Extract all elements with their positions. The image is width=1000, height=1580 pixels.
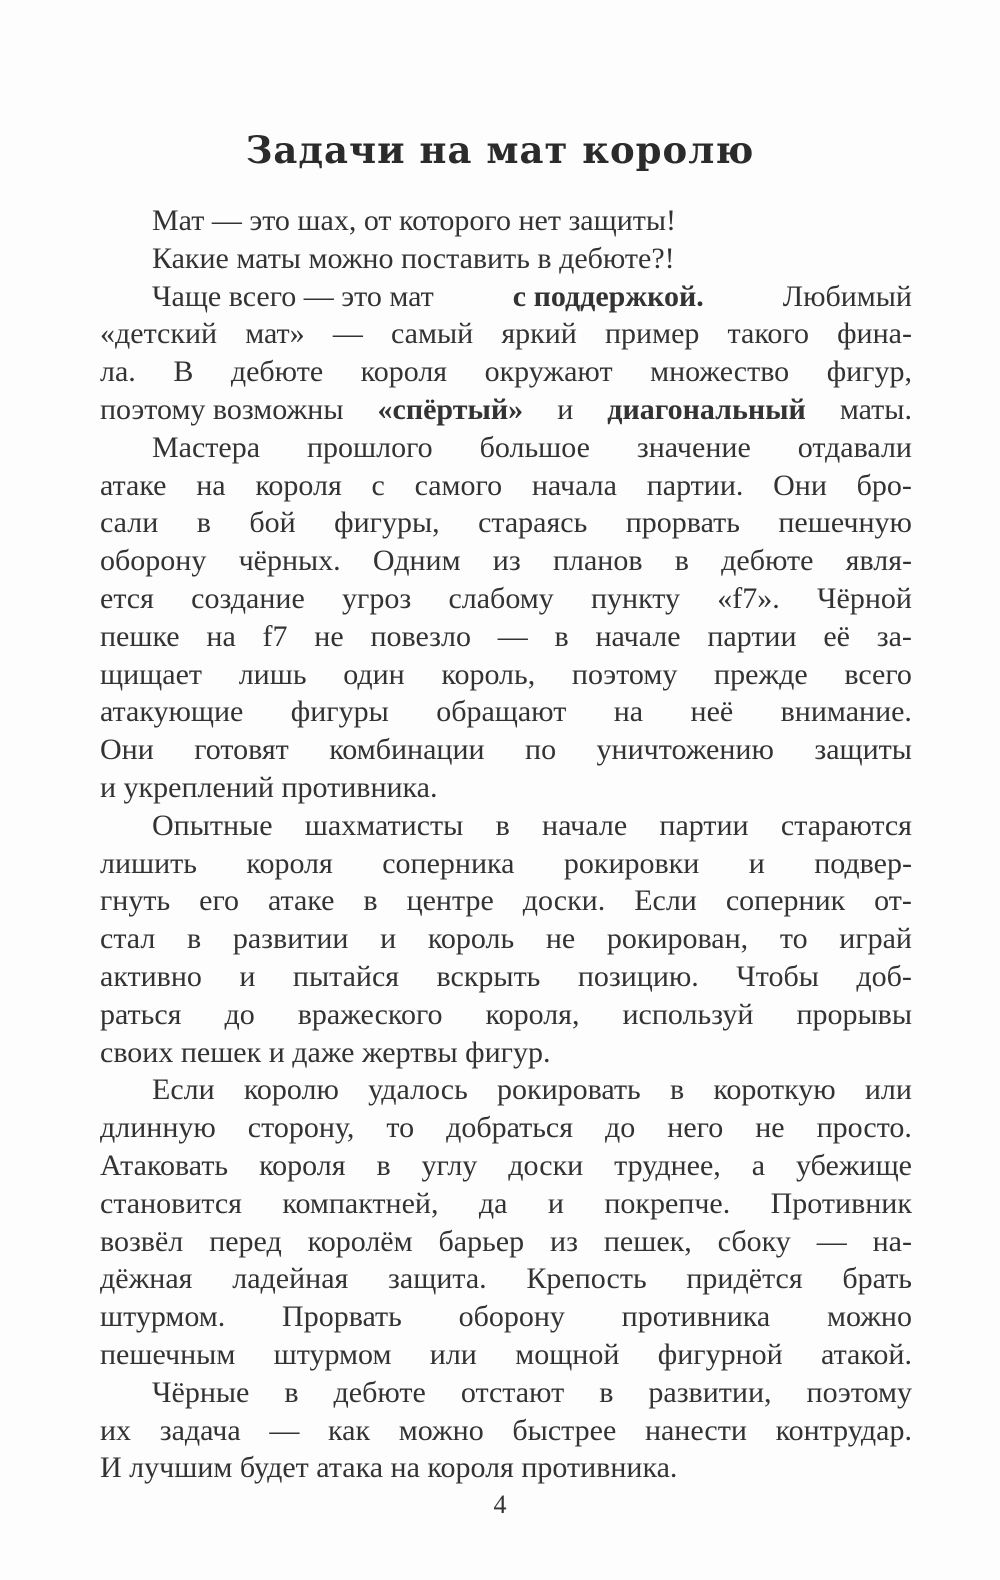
word: не (545, 922, 576, 956)
word: в (599, 1375, 614, 1409)
text-line (100, 996, 912, 1034)
word: атаке (100, 468, 167, 502)
word: ладейная (232, 1262, 349, 1296)
word: короля (246, 846, 333, 880)
text-line (100, 958, 912, 996)
word: мощной (515, 1337, 620, 1371)
word: пешечным (100, 1337, 236, 1371)
word: пример (604, 317, 700, 351)
word: фигуры, (334, 506, 440, 540)
word: в (196, 506, 211, 540)
word: Противник (770, 1186, 912, 1220)
word: фигур, (826, 355, 912, 389)
word: — (497, 619, 528, 653)
word: фина- (837, 317, 912, 351)
word: стараясь (478, 506, 588, 540)
word: короткую (713, 1073, 836, 1107)
word: Чёрные (152, 1375, 250, 1409)
word: обращают (436, 695, 567, 729)
text-line (100, 391, 912, 429)
word: труднее, (614, 1148, 721, 1182)
word: Атаковать (100, 1148, 229, 1182)
word: — (269, 1413, 300, 1447)
text-line (100, 1260, 912, 1298)
word: его (199, 884, 239, 918)
word: в (363, 884, 378, 918)
word: доски (508, 1148, 584, 1182)
word: стал (100, 922, 156, 956)
word: штурмом (273, 1337, 392, 1371)
word: длинную (100, 1111, 216, 1145)
word: партии (659, 808, 749, 842)
word: лишить (100, 846, 197, 880)
word: партии (707, 619, 797, 653)
word: фигуры (290, 695, 389, 729)
word: щищает (100, 657, 202, 691)
word: внимание. (780, 695, 912, 729)
word: поэтому (806, 1375, 912, 1409)
word: удалось (368, 1073, 468, 1107)
word: Если (152, 1073, 215, 1107)
text-line (100, 542, 912, 580)
word: покрепче. (604, 1186, 731, 1220)
body-text (100, 202, 912, 1487)
word: с (371, 468, 385, 502)
word: шахматисты (304, 808, 464, 842)
text-line (100, 1185, 912, 1223)
word: фигурной (657, 1337, 783, 1371)
word: просто. (816, 1111, 912, 1145)
word: самого (414, 468, 503, 502)
word: пешек, (603, 1224, 692, 1258)
word: из (492, 544, 521, 578)
word: на (613, 695, 644, 729)
word: в (495, 808, 510, 842)
word: в (187, 922, 202, 956)
word: развитии, (648, 1375, 772, 1409)
word: угроз (342, 581, 412, 615)
text-line (100, 845, 912, 883)
word: отстают (460, 1375, 565, 1409)
word: прорвать (625, 506, 740, 540)
word: то (779, 922, 808, 956)
word: соперника (382, 846, 515, 880)
text-line (100, 1147, 912, 1185)
word: стараются (780, 808, 912, 842)
text-line: и укреплений противника. (100, 770, 438, 804)
word: компактней, (282, 1186, 439, 1220)
word: дёжная (100, 1262, 193, 1296)
word: «f7». (717, 581, 780, 615)
word: убежище (796, 1148, 912, 1182)
word: комбинации (329, 733, 485, 767)
text-line (100, 807, 912, 845)
word: защита. (388, 1262, 487, 1296)
word: придётся (686, 1262, 803, 1296)
word: задача (159, 1413, 241, 1447)
word: дебюте (230, 355, 324, 389)
word: оборону (458, 1300, 565, 1334)
word: мат» (245, 317, 305, 351)
text-line: И лучшим будет атака на короля противника. (100, 1451, 678, 1485)
word: — (332, 317, 363, 351)
word: атакующие (100, 695, 244, 729)
word: прорывы (796, 997, 912, 1031)
word: позицию. (577, 959, 699, 993)
word: не (755, 1111, 785, 1145)
word: то (386, 1111, 415, 1145)
text-line (100, 656, 912, 694)
word: яркий (501, 317, 577, 351)
text-fragment: Чаще всего — это мат (152, 279, 434, 313)
text-line (100, 353, 912, 391)
word: бой (249, 506, 296, 540)
text-line: своих пешек и даже жертвы фигур. (100, 1035, 551, 1069)
word: бро- (856, 468, 912, 502)
word: поэтому (571, 657, 678, 691)
word: сбоку (717, 1224, 791, 1258)
word: уничтожению (596, 733, 774, 767)
word: и (239, 959, 256, 993)
word: перед (209, 1224, 282, 1258)
text-line (100, 1336, 912, 1374)
word: начале (595, 619, 681, 653)
word: в (284, 1375, 299, 1409)
text-fragment: и (557, 392, 574, 426)
text-fragment: Любимый (782, 279, 912, 313)
word: В (173, 355, 194, 389)
word: партии. (646, 468, 744, 502)
word: штурмом. (100, 1300, 226, 1334)
text-line: Мат — это шах, от которого нет защиты! (152, 204, 677, 237)
text-line (100, 278, 912, 316)
text-fragment: маты. (839, 392, 912, 426)
word: пункту (590, 581, 680, 615)
word: пешечную (778, 506, 912, 540)
word: можно (398, 1413, 484, 1447)
word: слабому (448, 581, 554, 615)
word: короля (255, 468, 342, 502)
word: возвёл (100, 1224, 184, 1258)
word: королём (307, 1224, 413, 1258)
word: используй (622, 997, 754, 1031)
word: на (196, 468, 226, 502)
word: в (554, 619, 569, 653)
word: подвер- (814, 846, 912, 880)
word: их (100, 1413, 132, 1447)
word: «детский (100, 317, 218, 351)
word: король (427, 922, 515, 956)
text-line (100, 580, 912, 618)
word: — (816, 1224, 847, 1258)
word: Они (100, 733, 154, 767)
text-line (100, 1109, 912, 1147)
word: него (667, 1111, 724, 1145)
word: гнуть (100, 884, 171, 918)
word: и (380, 922, 397, 956)
word: до (605, 1111, 636, 1145)
word: начале (542, 808, 628, 842)
word: прежде (714, 657, 808, 691)
bold-term: «спёртый» (377, 392, 524, 426)
word: становится (100, 1186, 242, 1220)
word: Если (634, 884, 697, 918)
word: рокирован, (606, 922, 749, 956)
word: множество (650, 355, 790, 389)
word: планов (552, 544, 643, 578)
text-line (100, 1412, 912, 1450)
word: король, (441, 657, 536, 691)
word: развитии (232, 922, 349, 956)
word: f7 (262, 619, 288, 653)
word: сторону, (247, 1111, 355, 1145)
word: и (748, 846, 765, 880)
text-line (100, 429, 912, 467)
word: сали (100, 506, 159, 540)
text-line: Какие маты можно поставить в дебюте?! (152, 241, 675, 275)
text-line (100, 618, 912, 656)
word: за- (876, 619, 912, 653)
word: неё (690, 695, 734, 729)
word: начала (531, 468, 617, 502)
word: углу (421, 1148, 478, 1182)
text-line (100, 467, 912, 505)
word: Чтобы (736, 959, 819, 993)
word: Прорвать (282, 1300, 402, 1334)
text-fragment: поэтому возможны (100, 392, 344, 426)
word: Мастера (152, 430, 261, 464)
word: из (550, 1224, 578, 1258)
word: готовят (194, 733, 289, 767)
word: самый (390, 317, 474, 351)
word: а (751, 1148, 766, 1182)
word: атакой. (821, 1337, 912, 1371)
word: пешке (100, 619, 180, 653)
word: не (314, 619, 344, 653)
word: Чёрной (817, 581, 912, 615)
text-line (100, 1071, 912, 1109)
word: до (224, 997, 255, 1031)
word: рокировки (563, 846, 700, 880)
word: или (429, 1337, 477, 1371)
word: можно (826, 1300, 912, 1334)
word: по (525, 733, 557, 767)
word: короля (259, 1148, 346, 1182)
word: барьер (438, 1224, 525, 1258)
word: вражеского (297, 997, 443, 1031)
text-line (100, 882, 912, 920)
bold-term: с поддержкой. (512, 279, 704, 313)
word: как (328, 1413, 371, 1447)
word: защиты (814, 733, 912, 767)
word: королю (243, 1073, 339, 1107)
word: один (343, 657, 405, 691)
word: добраться (446, 1111, 574, 1145)
word: явля- (845, 544, 912, 578)
word: на- (872, 1224, 912, 1258)
word: чёрных. (238, 544, 341, 578)
word: такого (727, 317, 809, 351)
word: в (376, 1148, 391, 1182)
word: короля, (485, 997, 580, 1031)
word: брать (842, 1262, 912, 1296)
word: дебюте (721, 544, 814, 578)
text-line (100, 1298, 912, 1336)
text-line (100, 920, 912, 958)
text-line (100, 504, 912, 542)
word: большое (479, 430, 590, 464)
word: соперник (725, 884, 846, 918)
word: вскрыть (436, 959, 541, 993)
word: Они (773, 468, 827, 502)
text-line (100, 693, 912, 731)
page-title: Задачи на мат королю (245, 128, 755, 172)
word: в (674, 544, 689, 578)
word: всего (844, 657, 912, 691)
word: контрудар. (775, 1413, 912, 1447)
word: противника (621, 1300, 771, 1334)
word: её (823, 619, 850, 653)
word: раться (100, 997, 182, 1031)
word: окружают (484, 355, 613, 389)
word: да (478, 1186, 508, 1220)
word: от- (874, 884, 912, 918)
text-line (100, 1223, 912, 1261)
word: нанести (644, 1413, 747, 1447)
word: дебюте (333, 1375, 426, 1409)
word: играй (839, 922, 912, 956)
word: Крепость (526, 1262, 647, 1296)
word: или (864, 1073, 912, 1107)
word: Одним (372, 544, 461, 578)
word: быстрее (512, 1413, 617, 1447)
word: ла. (100, 355, 136, 389)
word: короля (360, 355, 448, 389)
word: отдавали (797, 430, 912, 464)
word: атаке (267, 884, 335, 918)
word: активно (100, 959, 202, 993)
word: значение (636, 430, 751, 464)
text-line (100, 1374, 912, 1412)
word: доски. (522, 884, 606, 918)
text-line (100, 315, 912, 353)
word: лишь (238, 657, 307, 691)
word: прошлого (307, 430, 433, 464)
word: доб- (856, 959, 912, 993)
word: оборону (100, 544, 207, 578)
bold-term: диагональный (607, 392, 806, 426)
word: на (206, 619, 236, 653)
word: создание (191, 581, 305, 615)
word: ется (100, 581, 154, 615)
word: пытайся (292, 959, 400, 993)
word: центре (406, 884, 494, 918)
word: в (669, 1073, 685, 1107)
word: рокировать (497, 1073, 641, 1107)
word: Опытные (152, 808, 273, 842)
page-number: 4 (493, 1490, 507, 1519)
word: повезло (370, 619, 471, 653)
text-line (100, 731, 912, 769)
word: и (547, 1186, 564, 1220)
